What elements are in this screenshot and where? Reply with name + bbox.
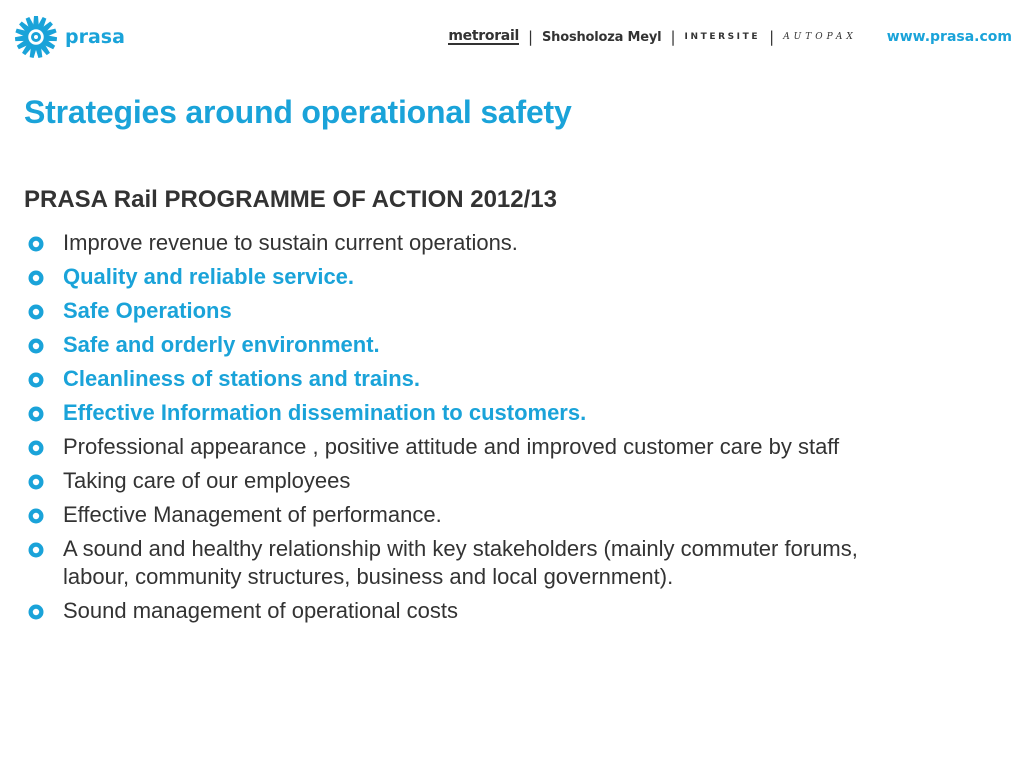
circle-bullet-icon: [28, 474, 44, 490]
bullet-item: [28, 467, 928, 495]
bullet-text: Effective Management of performance.: [63, 502, 442, 527]
bullet-text: Sound management of operational costs: [63, 598, 459, 623]
bullet-item: [28, 501, 928, 529]
bullet-item: [28, 365, 928, 393]
bullet-text: Professional appearance , positive attitude and improved customer care by staff: [63, 434, 840, 459]
brand-separator: |: [769, 28, 775, 46]
bullet-item: [28, 597, 928, 625]
brand-autopax: AUTOPAX: [783, 32, 857, 42]
bullet-text: Taking care of our employees: [63, 468, 351, 493]
bullet-item: [28, 535, 928, 591]
prasa-sunburst-icon: [14, 15, 58, 59]
circle-bullet-icon: [28, 304, 44, 320]
website-link[interactable]: www.prasa.com: [886, 29, 1012, 45]
bullet-item: [28, 229, 928, 257]
circle-bullet-icon: [28, 604, 44, 620]
bullet-text: Quality and reliable service.: [63, 264, 355, 289]
brand-separator: |: [527, 28, 534, 46]
bullet-text: Safe and orderly environment.: [63, 332, 380, 357]
circle-bullet-icon: [28, 508, 44, 524]
brand-intersite: INTERSITE: [684, 32, 761, 42]
bullet-list: [28, 229, 928, 631]
bullet-text: Effective Information dissemination to customers.: [63, 400, 587, 425]
bullet-text: A sound and healthy relationship with key stakeholders (mainly commuter forums, labour, community structures, business and local government).: [63, 536, 858, 589]
brand-metrorail: metrorail: [448, 28, 519, 44]
slide-title: Strategies around operational safety: [24, 94, 572, 130]
bullet-item: [28, 331, 928, 359]
circle-bullet-icon: [28, 270, 44, 286]
circle-bullet-icon: [28, 406, 44, 422]
bullet-item: [28, 297, 928, 325]
circle-bullet-icon: [28, 338, 44, 354]
brand-separator: |: [670, 28, 676, 46]
bullet-text: Improve revenue to sustain current operations.: [63, 230, 518, 255]
circle-bullet-icon: [28, 542, 44, 558]
logo-wordmark: prasa: [65, 26, 125, 48]
bullet-text: Safe Operations: [63, 298, 232, 323]
prasa-logo: [14, 15, 125, 59]
circle-bullet-icon: [28, 372, 44, 388]
circle-bullet-icon: [28, 440, 44, 456]
bullet-text: Cleanliness of stations and trains.: [63, 366, 420, 391]
bullet-item: [28, 433, 928, 461]
brand-strip: [448, 28, 1012, 46]
slide-subtitle: PRASA Rail PROGRAMME OF ACTION 2012/13: [24, 186, 557, 213]
bullet-item: [28, 263, 928, 291]
brand-shosholoza-meyl: Shosholoza Meyl: [542, 29, 662, 45]
circle-bullet-icon: [28, 236, 44, 252]
bullet-item: [28, 399, 928, 427]
